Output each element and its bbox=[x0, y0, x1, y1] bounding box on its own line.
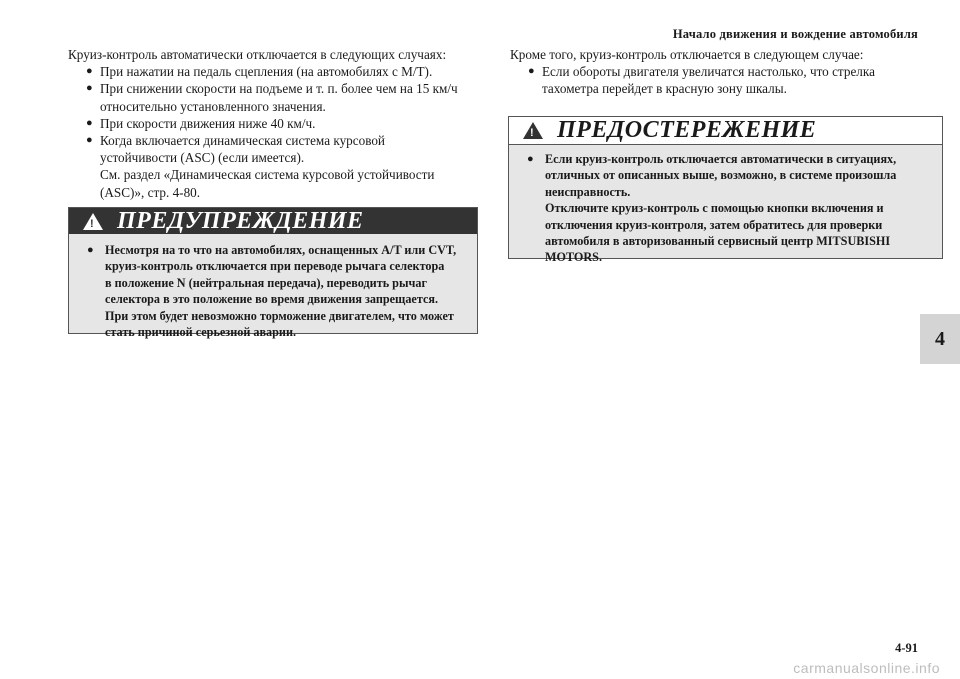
left-intro: Круиз-контроль автоматически отключается в следующих случаях: bbox=[68, 47, 447, 62]
warning-line: в положение N (нейтральная передача), переводить рычаг bbox=[105, 275, 427, 290]
bullet-text: При нажатии на педаль сцепления (на автомобилях с M/T). bbox=[100, 64, 433, 80]
bullet-text: При снижении скорости на подъеме и т. п. более чем на 15 км/ч bbox=[100, 81, 458, 97]
warning-line: селектора в это положение во время движения запрещается. bbox=[105, 292, 439, 307]
bullet-text: устойчивости (ASC) (если имеется). bbox=[100, 150, 305, 166]
list-item bbox=[510, 63, 930, 97]
caution-box bbox=[508, 116, 943, 265]
bullet-text: тахометра перейдет в красную зону шкалы. bbox=[542, 81, 787, 97]
bullet-text: (ASC)», стр. 4-80. bbox=[100, 184, 201, 200]
bullet-icon: ● bbox=[87, 244, 94, 256]
page-header: Начало движения и вождение автомобиля bbox=[672, 27, 918, 41]
chapter-tab-label: 4 bbox=[935, 327, 945, 350]
list-item bbox=[68, 115, 478, 132]
bullet-icon: ● bbox=[86, 82, 93, 95]
caution-triangle-icon bbox=[523, 122, 543, 139]
bullet-icon: ● bbox=[86, 134, 93, 147]
right-intro: Кроме того, круиз-контроль отключается в следующем случае: bbox=[510, 47, 864, 62]
warning-body bbox=[69, 234, 477, 340]
caution-line: Отключите круиз-контроль с помощью кнопки включения и bbox=[545, 201, 884, 216]
right-column bbox=[510, 46, 930, 98]
caution-line: автомобиля в авторизованный сервисный центр MITSUBISHI bbox=[545, 234, 891, 249]
warning-line: Несмотря на то что на автомобилях, оснащенных A/T или CVT, bbox=[105, 243, 457, 257]
caution-title: ПРЕДОСТЕРЕЖЕНИЕ bbox=[557, 117, 817, 144]
list-item bbox=[68, 80, 478, 114]
caution-line: отличных от описанных выше, возможно, в системе произошла bbox=[545, 168, 897, 183]
list-item bbox=[68, 63, 478, 80]
list-item bbox=[68, 132, 478, 201]
bullet-icon: ● bbox=[528, 65, 535, 78]
bullet-icon: ● bbox=[527, 153, 534, 165]
caution-line: неисправность. bbox=[545, 184, 631, 199]
warning-triangle-icon bbox=[83, 213, 103, 230]
caution-line: Если круиз-контроль отключается автоматически в ситуациях, bbox=[545, 152, 897, 166]
exclamation-icon: ! bbox=[90, 217, 94, 230]
watermark: carmanualsonline.info bbox=[793, 660, 940, 676]
left-bullet-list bbox=[68, 63, 478, 201]
bullet-text: относительно установленного значения. bbox=[100, 98, 326, 114]
warning-header bbox=[69, 208, 477, 234]
bullet-text: Если обороты двигателя увеличатся настолько, что стрелка bbox=[542, 64, 875, 80]
warning-box bbox=[68, 207, 478, 340]
bullet-icon: ● bbox=[86, 65, 93, 78]
bullet-text: При скорости движения ниже 40 км/ч. bbox=[100, 115, 316, 131]
page-number: 4-91 bbox=[895, 641, 918, 655]
bullet-text: См. раздел «Динамическая система курсовой устойчивости bbox=[100, 167, 435, 183]
bullet-text: Когда включается динамическая система курсовой bbox=[100, 133, 385, 149]
caution-header bbox=[509, 117, 942, 145]
warning-title: ПРЕДУПРЕЖДЕНИЕ bbox=[117, 207, 364, 234]
caution-line: MOTORS. bbox=[545, 250, 602, 265]
warning-line: круиз-контроль отключается при переводе рычага селектора bbox=[105, 259, 445, 274]
caution-line: отключения круиз-контроля, затем обратитесь для проверки bbox=[545, 217, 883, 232]
right-bullet-list bbox=[510, 63, 930, 97]
bullet-icon: ● bbox=[86, 116, 93, 129]
exclamation-icon: ! bbox=[530, 127, 534, 139]
caution-body bbox=[509, 145, 942, 266]
left-column bbox=[68, 46, 478, 201]
warning-line: стать причиной серьезной аварии. bbox=[105, 325, 297, 340]
warning-line: При этом будет невозможно торможение двигателем, что может bbox=[105, 308, 454, 323]
chapter-tab bbox=[920, 314, 960, 364]
